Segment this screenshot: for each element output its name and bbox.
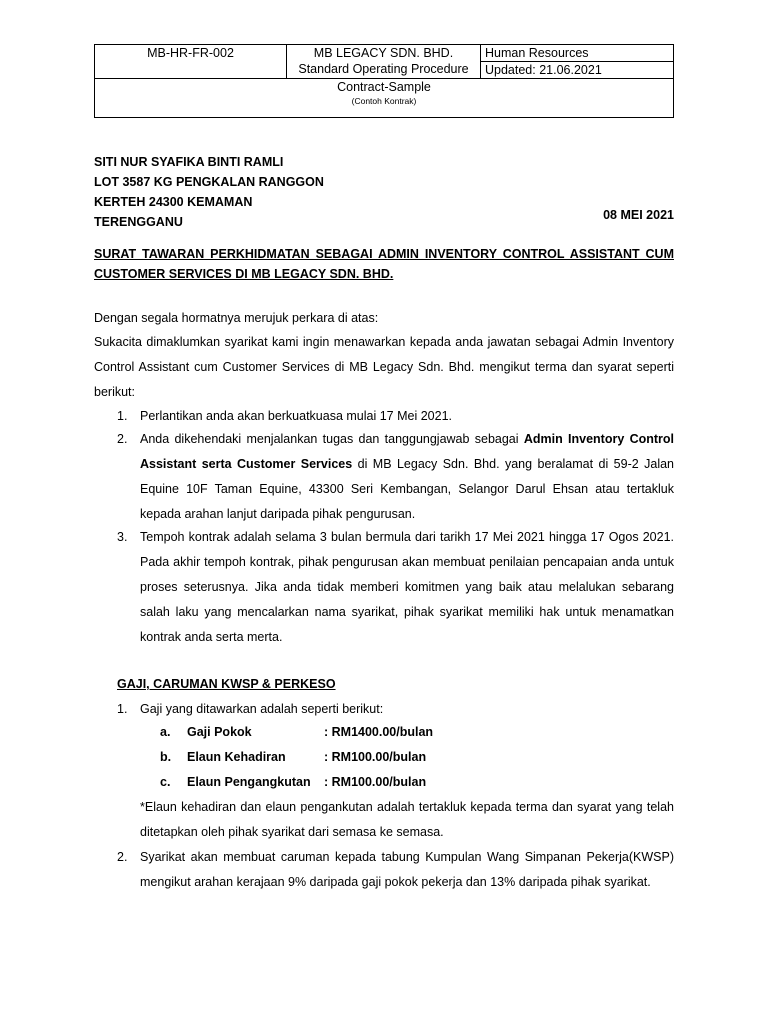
document-title-cell	[95, 79, 674, 118]
term-1-number: 1.	[117, 409, 128, 423]
term-2-pre: Anda dikehendaki menjalankan tugas dan tanggungjawab sebagai	[140, 432, 524, 446]
company-cell	[287, 45, 481, 79]
salary-row-attendance	[160, 745, 426, 770]
document-header-table	[94, 44, 674, 118]
salary-row-value: : RM100.00/bulan	[324, 750, 427, 764]
salary-row-label: Elaun Kehadiran	[187, 750, 286, 764]
salary-item-2-text: Syarikat akan membuat caruman kepada tabung Kumpulan Wang Simpanan Pekerja(KWSP) mengikut arahan kerajaan 9% daripada gaji pokok pekerja dan 13% daripada pihak syarikat.	[140, 850, 674, 889]
term-2-text	[140, 427, 674, 527]
salary-row-value: : RM1400.00/bulan	[324, 725, 434, 739]
recipient-address	[94, 152, 324, 232]
salary-row-label: Gaji Pokok	[187, 725, 252, 739]
salary-item-2-number: 2.	[117, 850, 128, 864]
letter-date: 08 MEI 2021	[603, 208, 674, 222]
allowance-note: *Elaun kehadiran dan elaun pengankutan adalah tertakluk kepada terma dan syarat yang telah ditetapkan oleh pihak syarikat dari semasa ke semasa.	[140, 800, 674, 839]
salary-row-transport	[160, 770, 426, 795]
salary-section-heading: GAJI, CARUMAN KWSP & PERKESO	[117, 677, 336, 691]
term-2-bold: Admin Inventory Control Assistant serta Customer Services	[140, 432, 675, 471]
document-subtitle: (Contoh Kontrak)	[351, 96, 417, 106]
recipient-name: SITI NUR SYAFIKA BINTI RAMLI	[94, 155, 284, 169]
department-name: Human Resources	[481, 45, 673, 62]
salary-row-letter: b.	[160, 750, 172, 764]
term-3-number: 3.	[117, 530, 128, 544]
doc-code: MB-HR-FR-002	[147, 46, 234, 60]
address-line-2: KERTEH 24300 KEMAMAN	[94, 195, 253, 209]
address-line-1: LOT 3587 KG PENGKALAN RANGGON	[94, 175, 324, 189]
procedure-name: Standard Operating Procedure	[298, 62, 469, 76]
term-3-pre: Tempoh kontrak adalah selama 3 bulan bermula dari tarikh 17 Mei 2021 hingga 17 Ogos 2021. Pada akhir tempoh kontrak, pihak pengurusan akan membuat penilaian pencapaian anda untuk proses seterusnya. Jika anda tidak memberi komitmen yang baik atau melalukan sebarang salah laku yang mencalarkan nama syarikat, pihak syarikat memiliki hak untuk menamatkan kontrak anda serta merta.	[140, 530, 674, 644]
salary-row-letter: a.	[160, 725, 171, 739]
salary-row-value: : RM100.00/bulan	[324, 775, 427, 789]
doc-code-cell	[95, 45, 287, 79]
term-1-text	[140, 404, 674, 429]
salary-item-1-text: Gaji yang ditawarkan adalah seperti berikut:	[140, 702, 384, 716]
greeting: Dengan segala hormatnya merujuk perkara di atas:	[94, 311, 379, 325]
document-title: Contract-Sample	[337, 80, 431, 94]
salary-row-letter: c.	[160, 775, 171, 789]
updated-date: Updated: 21.06.2021	[485, 63, 602, 77]
intro-paragraph: Sukacita dimaklumkan syarikat kami ingin menawarkan kepada anda jawatan sebagai Admin Inventory Control Assistant cum Customer Services di MB Legacy Sdn. Bhd. mengikut terma dan syarat seperti berikut:	[94, 335, 674, 399]
department-cell	[481, 45, 674, 79]
salary-row-label: Elaun Pengangkutan	[187, 775, 311, 789]
salary-item-1-number: 1.	[117, 702, 128, 716]
salary-row-basic	[160, 720, 433, 745]
company-name: MB LEGACY SDN. BHD.	[313, 46, 454, 60]
term-1-pre: Perlantikan anda akan berkuatkuasa mulai 17 Mei 2021.	[140, 409, 453, 423]
term-3-text	[140, 525, 674, 650]
letter-subject: SURAT TAWARAN PERKHIDMATAN SEBAGAI ADMIN INVENTORY CONTROL ASSISTANT CUM CUSTOMER SERVICES DI MB LEGACY SDN. BHD.	[94, 247, 674, 281]
term-2-number: 2.	[117, 432, 128, 446]
address-state: TERENGGANU	[94, 215, 183, 229]
term-2-post: di MB Legacy Sdn. Bhd. yang beralamat di 59-2 Jalan Equine 10F Taman Equine, 43300 Seri Kembangan, Selangor Darul Ehsan atau tertakluk kepada arahan lanjut daripada pihak pengurusan.	[140, 457, 675, 521]
